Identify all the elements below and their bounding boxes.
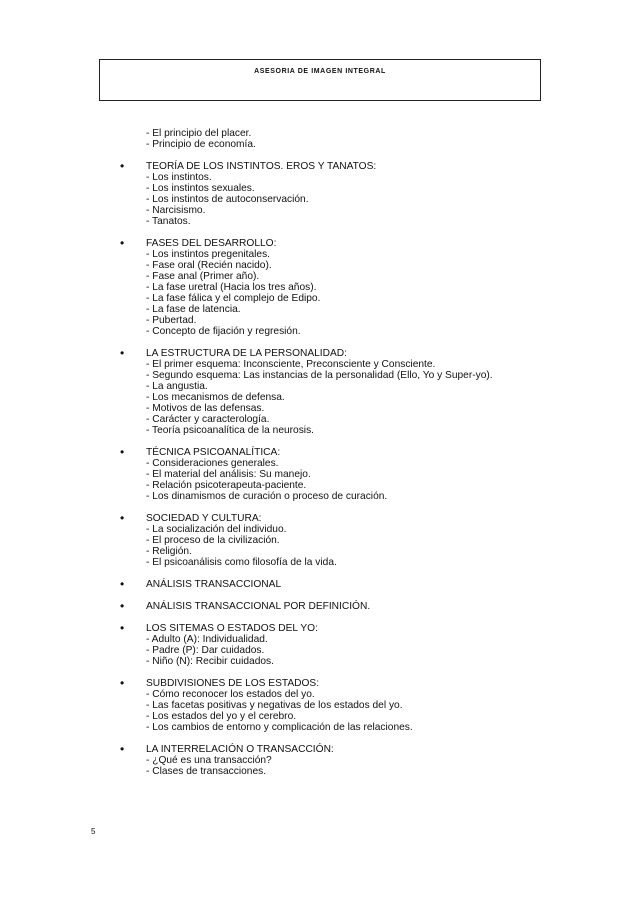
- list-item: - Tanatos.: [146, 216, 191, 227]
- list-item: - Los instintos de autoconservación.: [146, 194, 309, 205]
- list-item: - Fase oral (Recién nacido).: [146, 260, 272, 271]
- list-item: - Niño (N): Recibir cuidados.: [146, 656, 274, 667]
- list-item: - Fase anal (Primer año).: [146, 271, 260, 282]
- list-item: - Los cambios de entorno y complicación de las relaciones.: [146, 722, 413, 733]
- section-title: TÉCNICA PSICOANALÍTICA:: [146, 447, 281, 458]
- list-item: - Motivos de las defensas.: [146, 403, 265, 414]
- bullet-section: [120, 579, 550, 590]
- list-item: - Principio de economía.: [146, 139, 256, 150]
- bullet-section: [120, 348, 550, 436]
- list-item: - Los estados del yo y el cerebro.: [146, 711, 297, 722]
- header-title: ASESORIA DE IMAGEN INTEGRAL: [254, 68, 386, 75]
- list-item: - Padre (P): Dar cuidados.: [146, 645, 265, 656]
- section-title: SUBDIVISIONES DE LOS ESTADOS:: [146, 678, 320, 689]
- section-title: TEORÍA DE LOS INSTINTOS. EROS Y TANATOS:: [146, 161, 377, 172]
- bullet-icon: [120, 447, 146, 459]
- bullet-icon: [120, 744, 146, 756]
- section-title: LOS SITEMAS O ESTADOS DEL YO:: [146, 623, 318, 634]
- list-item: - Teoría psicoanalítica de la neurosis.: [146, 425, 314, 436]
- list-item: - Clases de transacciones.: [146, 766, 267, 777]
- list-item: - El psicoanálisis como filosofía de la vida.: [146, 557, 337, 568]
- bullet-section: [120, 601, 550, 612]
- list-item: - Carácter y caracterología.: [146, 414, 270, 425]
- list-item: - Relación psicoterapeuta-paciente.: [146, 480, 307, 491]
- bullet-section: [120, 513, 550, 568]
- list-item: - Segundo esquema: Las instancias de la personalidad (Ello, Yo y Super-yo).: [146, 370, 493, 381]
- bullet-section: [120, 623, 550, 667]
- header-box: [99, 59, 541, 101]
- section-title: LA ESTRUCTURA DE LA PERSONALIDAD:: [146, 348, 347, 359]
- list-item: - Los instintos.: [146, 172, 212, 183]
- document-body: [120, 128, 550, 777]
- list-item: - Los dinamismos de curación o proceso de curación.: [146, 491, 388, 502]
- bullet-icon: [120, 601, 146, 613]
- list-item: - La fase uretral (Hacia los tres años).: [146, 282, 317, 293]
- list-item: - El principio del placer.: [146, 128, 252, 139]
- list-item: - El primer esquema: Inconsciente, Preconsciente y Consciente.: [146, 359, 436, 370]
- intro-list: [120, 128, 550, 150]
- bullet-section: [120, 447, 550, 502]
- list-item: - Concepto de fijación y regresión.: [146, 326, 301, 337]
- section-title: ANÁLISIS TRANSACCIONAL: [146, 579, 282, 590]
- bullet-icon: [120, 678, 146, 690]
- list-item: - Consideraciones generales.: [146, 458, 279, 469]
- bullet-section: [120, 161, 550, 227]
- list-item: - Narcisismo.: [146, 205, 206, 216]
- list-item: - Pubertad.: [146, 315, 197, 326]
- section-title: SOCIEDAD Y CULTURA:: [146, 513, 262, 524]
- bullet-section: [120, 744, 550, 777]
- bullet-icon: [120, 348, 146, 360]
- list-item: - Los instintos sexuales.: [146, 183, 255, 194]
- bullet-icon: [120, 623, 146, 635]
- list-item: - Los mecanismos de defensa.: [146, 392, 285, 403]
- list-item: - El material del análisis: Su manejo.: [146, 469, 311, 480]
- bullet-section: [120, 238, 550, 337]
- list-item: - Adulto (A): Individualidad.: [146, 634, 268, 645]
- list-item: - Las facetas positivas y negativas de los estados del yo.: [146, 700, 403, 711]
- bullet-icon: [120, 513, 146, 525]
- list-item: - El proceso de la civilización.: [146, 535, 280, 546]
- bullet-section: [120, 678, 550, 733]
- bullet-icon: [120, 161, 146, 173]
- list-item: - La angustia.: [146, 381, 208, 392]
- list-item: - ¿Qué es una transacción?: [146, 755, 272, 766]
- list-item: - La socialización del individuo.: [146, 524, 287, 535]
- bullet-icon: [120, 579, 146, 591]
- page-number: 5: [91, 827, 96, 836]
- list-item: - Religión.: [146, 546, 192, 557]
- list-item: - Cómo reconocer los estados del yo.: [146, 689, 315, 700]
- list-item: - La fase de latencia.: [146, 304, 241, 315]
- section-title: LA INTERRELACIÓN O TRANSACCIÓN:: [146, 744, 334, 755]
- bullet-icon: [120, 238, 146, 250]
- list-item: - Los instintos pregenitales.: [146, 249, 271, 260]
- section-title: FASES DEL DESARROLLO:: [146, 238, 277, 249]
- sections-list: [120, 161, 550, 777]
- section-title: ANÁLISIS TRANSACCIONAL POR DEFINICIÓN.: [146, 601, 371, 612]
- list-item: - La fase fálica y el complejo de Edipo.: [146, 293, 321, 304]
